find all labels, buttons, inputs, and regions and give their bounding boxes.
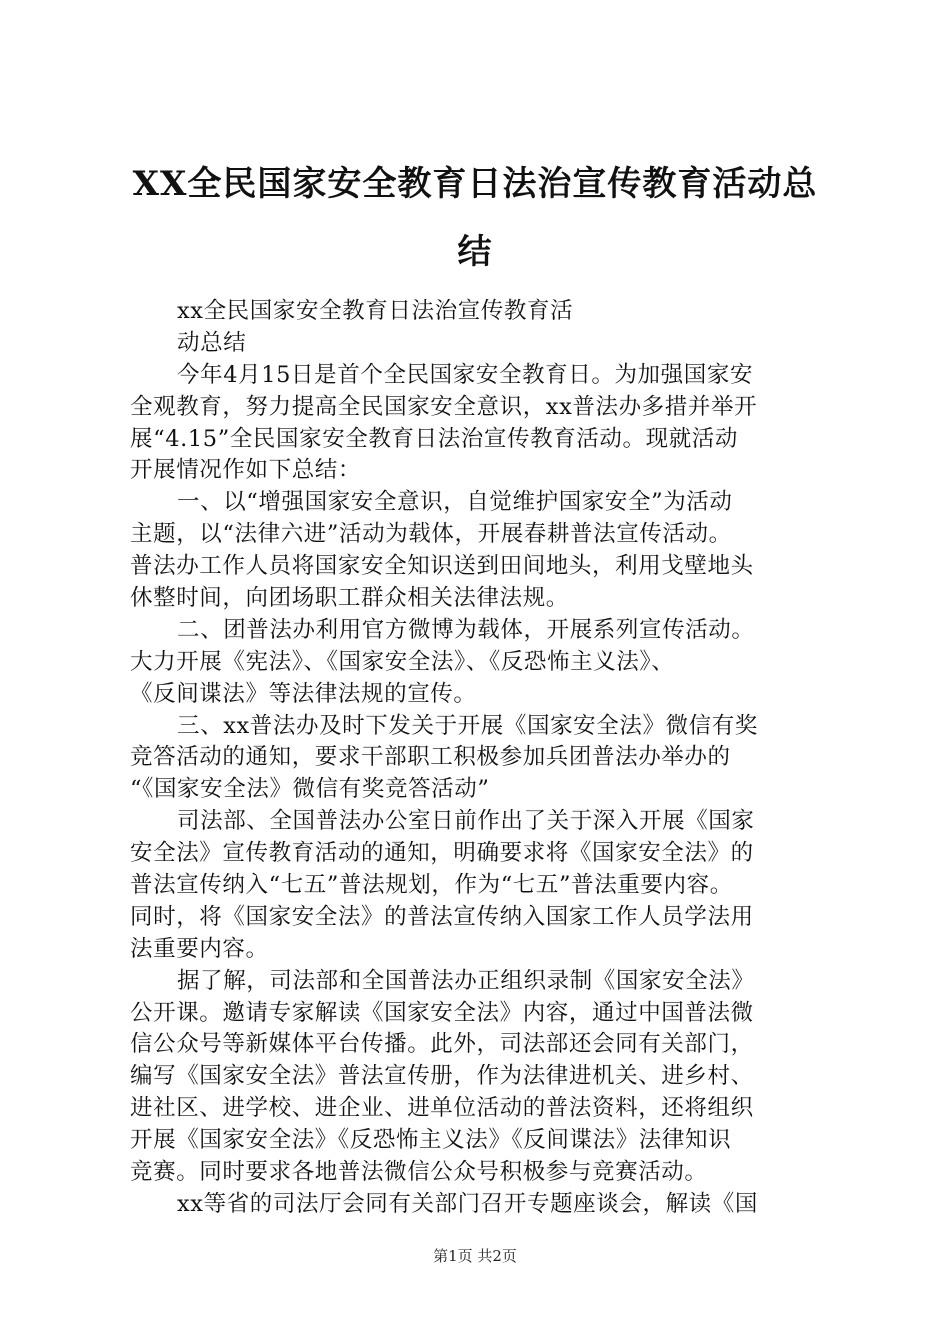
- body-line: 普法办工作人员将国家安全知识送到田间地头，利用戈壁地头: [130, 553, 754, 580]
- body-line: “《国家安全法》微信有奖竞答活动”: [130, 776, 490, 803]
- body-line: 动总结: [177, 329, 247, 356]
- body-line: 普法宣传纳入“七五”普法规划，作为“七五”普法重要内容。: [130, 872, 733, 899]
- body-line: 开展情况作如下总结：: [130, 457, 362, 484]
- body-line: xx等省的司法厅会同有关部门召开专题座谈会，解读《国: [177, 1190, 758, 1217]
- body-line: 休整时间，向团场职工群众相关法律法规。: [130, 585, 569, 612]
- body-line: 一、以“增强国家安全意识，自觉维护国家安全”为活动: [177, 489, 733, 516]
- body-line: 主题，以“法律六进”活动为载体，开展春耕普法宣传活动。: [130, 521, 732, 548]
- body-line: 公开课。邀请专家解读《国家安全法》内容，通过中国普法微: [130, 999, 754, 1026]
- body-line: 司法部、全国普法办公室日前作出了关于深入开展《国家: [177, 808, 755, 835]
- document-title: [110, 150, 840, 286]
- title-line: XX全民国家安全教育日法治宣传教育活动总: [132, 164, 818, 204]
- body-line: 据了解，司法部和全国普法办正组织录制《国家安全法》: [177, 967, 755, 994]
- body-line: 竞赛。同时要求各地普法微信公众号积极参与竞赛活动。: [130, 1159, 708, 1186]
- body-line: 大力开展《宪法》、《国家安全法》、《反恐怖主义法》、: [130, 648, 675, 675]
- document-body: [130, 296, 830, 1221]
- body-line: 竞答活动的通知，要求干部职工积极参加兵团普法办举办的: [130, 744, 731, 771]
- body-line: 同时，将《国家安全法》的普法宣传纳入国家工作人员学法用: [130, 903, 754, 930]
- body-line: 全观教育，努力提高全民国家安全意识，xx普法办多措并举开: [130, 393, 758, 420]
- body-line: 今年4月15日是首个全民国家安全教育日。为加强国家安: [177, 361, 754, 388]
- body-line: 开展《国家安全法》《反恐怖主义法》《反间谍法》法律知识: [130, 1127, 732, 1154]
- body-line: 进社区、进学校、进企业、进单位活动的普法资料，还将组织: [130, 1095, 754, 1122]
- body-line: 展“4.15”全民国家安全教育日法治宣传教育活动。现就活动: [130, 425, 739, 452]
- body-line: 《反间谍法》等法律法规的宣传。: [130, 680, 477, 707]
- page-footer: 第1页 共2页: [433, 1247, 517, 1265]
- title-line: 结: [457, 232, 493, 272]
- body-line: 信公众号等新媒体平台传播。此外，司法部还会同有关部门，: [130, 1031, 754, 1058]
- body-line: 三、xx普法办及时下发关于开展《国家安全法》微信有奖: [177, 712, 758, 739]
- body-line: 安全法》宣传教育活动的通知，明确要求将《国家安全法》的: [130, 840, 754, 867]
- body-line: 编写《国家安全法》普法宣传册，作为法律进机关、进乡村、: [130, 1063, 754, 1090]
- body-line: xx全民国家安全教育日法治宣传教育活: [177, 298, 574, 324]
- body-line: 二、团普法办利用官方微博为载体，开展系列宣传活动。: [177, 616, 755, 643]
- body-line: 法重要内容。: [130, 935, 269, 962]
